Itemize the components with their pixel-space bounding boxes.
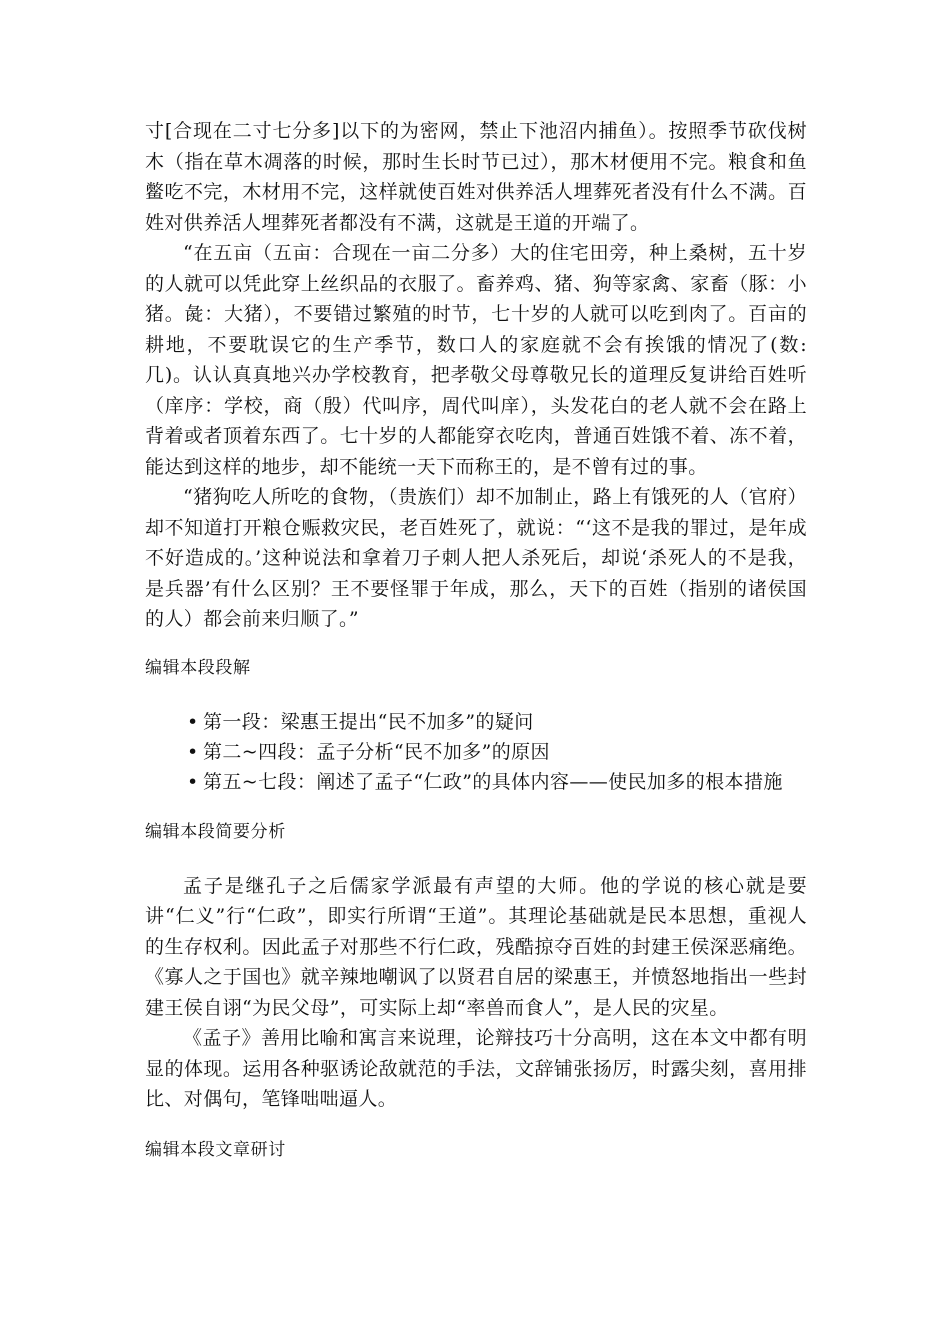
duanjie-list (145, 707, 807, 797)
list-item-text: 第二~四段：孟子分析“民不加多”的原因 (203, 740, 550, 763)
document-page (145, 116, 807, 1163)
list-item (145, 737, 807, 767)
section-heading-yantao[interactable]: 编辑本段文章研讨 (145, 1139, 286, 1160)
bullet-icon: • (187, 770, 199, 793)
section-heading-duanjie[interactable]: 编辑本段段解 (145, 657, 251, 678)
list-item-text: 第五~七段：阐述了孟子“仁政”的具体内容——使民加多的根本措施 (203, 770, 783, 793)
list-item (145, 707, 807, 737)
paragraph-fenxi-1: 孟子是继孔子之后儒家学派最有声望的大师。他的学说的核心就是要讲“仁义”行“仁政”，即实行所谓“王道”。其理论基础就是民本思想，重视人的生存权利。因此孟子对那些不行仁政，残酷掠夺百姓的封建王侯深恶痛绝。《寡人之于国也》就辛辣地嘲讽了以贤君自居的梁惠王，并愤怒地指出一些封建王侯自诩“为民父母”，可实际上却“率兽而食人”，是人民的灾星。 (145, 874, 807, 1019)
list-item (145, 767, 807, 797)
paragraph-fenxi-2: 《孟子》善用比喻和寓言来说理，论辩技巧十分高明，这在本文中都有明显的体现。运用各种驱诱论敌就范的手法，文辞铺张扬厉，时露尖刻，喜用排比、对偶句，笔锋咄咄逼人。 (145, 1027, 807, 1110)
bullet-icon: • (187, 710, 199, 733)
section-heading-fenxi[interactable]: 编辑本段简要分析 (145, 821, 286, 842)
list-item-text: 第一段：梁惠王提出“民不加多”的疑问 (203, 710, 534, 733)
bullet-icon: • (187, 740, 199, 763)
paragraph-goutiao: “猪狗吃人所吃的食物，（贵族们）却不加制止，路上有饿死的人（官府）却不知道打开粮仓赈救灾民，老百姓死了，就说：“‘这不是我的罪过，是年成不好造成的。’这种说法和拿着刀子刺人把人杀死后，却说‘杀死人的不是我，是兵器’有什么区别？王不要怪罪于年成，那么，天下的百姓（指别的诸侯国的人）都会前来归顺了。” (145, 486, 807, 630)
paragraph-wangdao: “在五亩（五亩：合现在一亩二分多）大的住宅田旁，种上桑树，五十岁的人就可以凭此穿上丝织品的衣服了。畜养鸡、猪、狗等家禽、家畜（豚：小猪。彘：大猪），不要错过繁殖的时节，七十岁的人就可以吃到肉了。百亩的耕地，不要耽误它的生产季节，数口人的家庭就不会有挨饿的情况了(数:几)。认认真真地兴办学校教育，把孝敬父母尊敬兄长的道理反复讲给百姓听（庠序：学校，商（殷）代叫序，周代叫庠），头发花白的老人就不会在路上背着或者顶着东西了。七十岁的人都能穿衣吃肉，普通百姓饿不着、冻不着，能达到这样的地步，却不能统一天下而称王的，是不曾有过的事。 (145, 242, 807, 478)
paragraph-continuation: 寸[合现在二寸七分多]以下的为密网，禁止下池沼内捕鱼）。按照季节砍伐树木（指在草木凋落的时候，那时生长时节已过），那木材便用不完。粮食和鱼鳖吃不完，木材用不完，这样就使百姓对供养活人埋葬死者没有什么不满。百姓对供养活人埋葬死者都没有不满，这就是王道的开端了。 (145, 120, 807, 234)
